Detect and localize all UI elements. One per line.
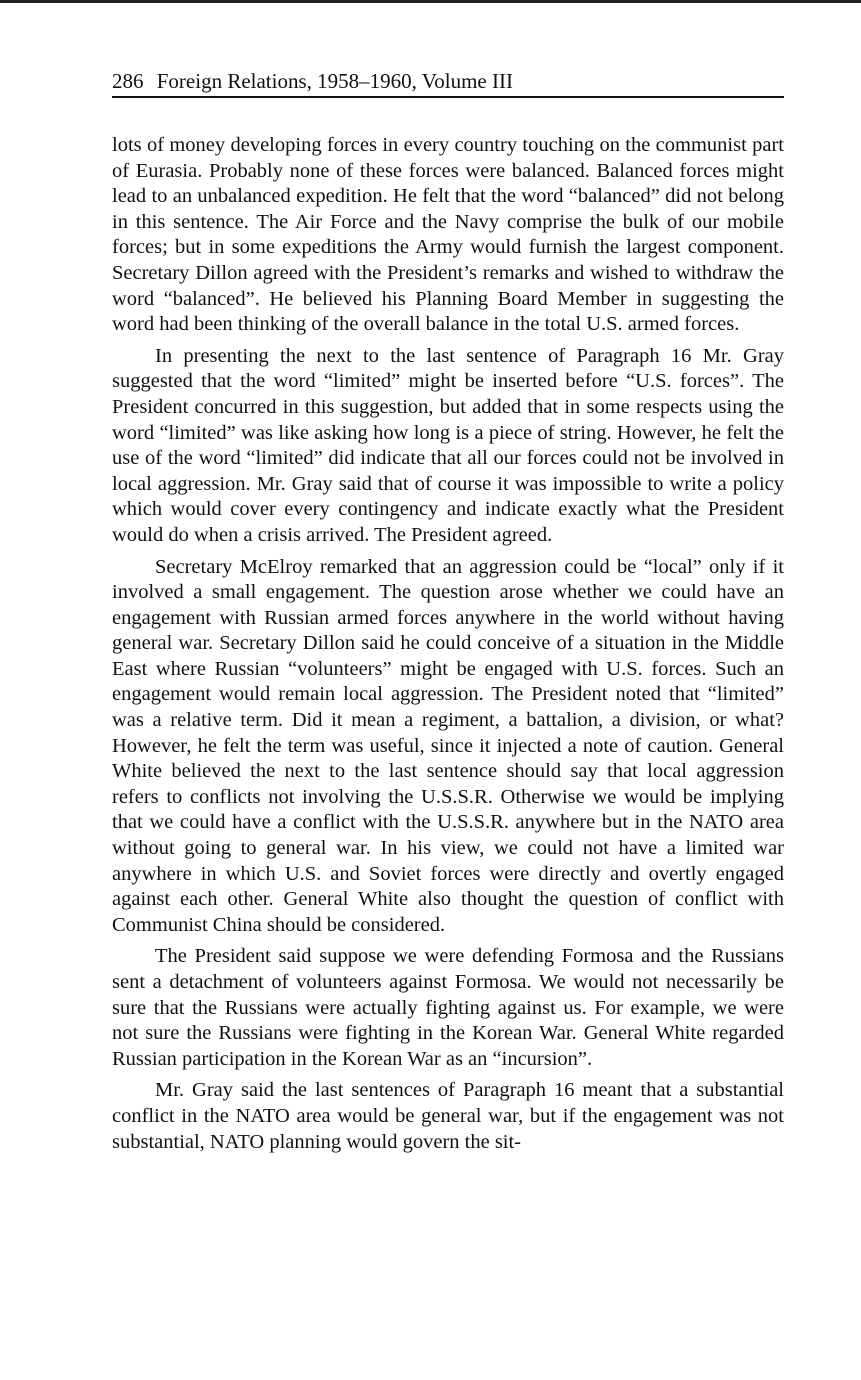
paragraph-1: lots of money developing forces in every country touching on the communist part of Eurasia. Probably none of these forces were balanced. Balanced forces might lead to an unbalanced expedition. He felt that the word “balanced” did not belong in this sentence. The Air Force and the Navy comprise the bulk of our mobile forces; but in some expeditions the Army would furnish the largest component. Secretary Dillon agreed with the President’s remarks and wished to withdraw the word “balanced”. He believed his Planning Board Member in suggesting the word had been thinking of the overall balance in the total U.S. armed forces. — [112, 134, 784, 336]
paragraph-5: Mr. Gray said the last sentences of Paragraph 16 meant that a substantial conflict in the NATO area would be general war, but if the engagement was not substantial, NATO planning would govern the sit- — [112, 1079, 784, 1153]
scan-top-edge — [0, 0, 861, 3]
paragraph-2: In presenting the next to the last sentence of Paragraph 16 Mr. Gray suggested that the word “limited” might be inserted before “U.S. forces”. The President concurred in this suggestion, but added that in some respects using the word “limited” was like asking how long is a piece of string. However, he felt the use of the word “limited” did indicate that all our forces could not be involved in local aggression. Mr. Gray said that of course it was impossible to write a policy which would cover every contingency and indicate exactly what the President would do when a crisis arrived. The President agreed. — [112, 344, 784, 546]
running-title: Foreign Relations, 1958–1960, Volume III — [156, 69, 513, 93]
paragraph-3: Secretary McElroy remarked that an aggression could be “local” only if it involved a small engagement. The question arose whether we could have an engagement with Russian armed forces anywhere in the world without having general war. Secretary Dillon said he could conceive of a situation in the Middle East where Russian “volunteers” might be engaged with U.S. forces. Such an engagement would remain local aggression. The President noted that “limited” was a relative term. Did it mean a regiment, a battalion, a division, or what? However, he felt the term was useful, since it injected a note of caution. General White believed the next to the last sentence should say that local aggression refers to conflicts not involving the U.S.S.R. Otherwise we would be implying that we could have a conflict with the U.S.S.R. anywhere but in the NATO area without going to general war. In his view, we could not have a limited war anywhere in which U.S. and Soviet forces were directly and overtly engaged against each other. General White also thought the question of conflict with Communist China should be considered. — [112, 555, 784, 936]
document-body — [112, 133, 784, 1155]
running-header — [112, 68, 784, 98]
paragraph-4: The President said suppose we were defending Formosa and the Russians sent a detachment of volunteers against Formosa. We would not necessarily be sure that the Russians were actually fighting against us. For example, we were not sure the Russians were fighting in the Korean War. General White regarded Russian participation in the Korean War as an “incursion”. — [112, 945, 784, 1070]
page-number: 286 — [112, 69, 144, 93]
